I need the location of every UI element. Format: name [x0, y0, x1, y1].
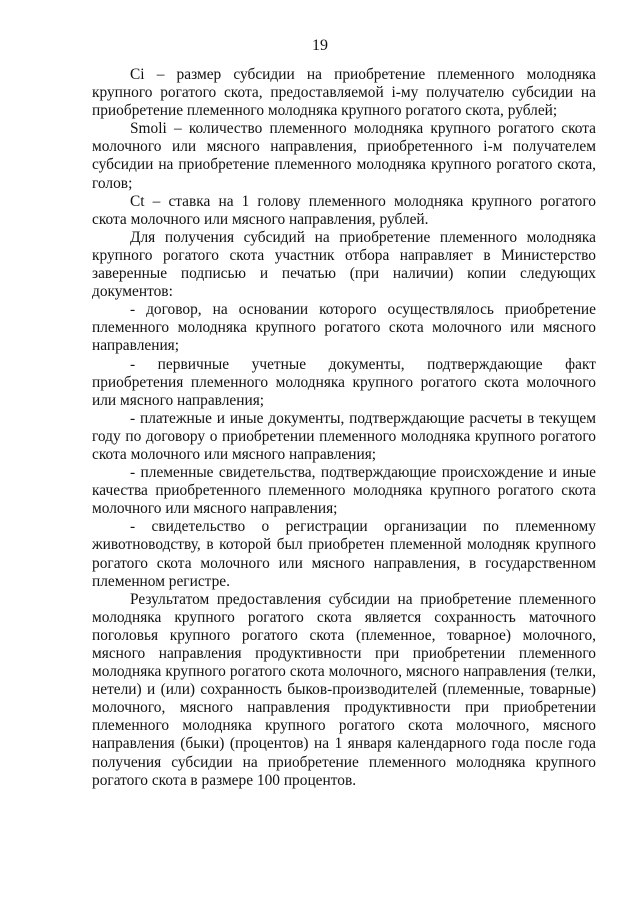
- page-number: 19: [312, 37, 328, 54]
- list-item-contract: - договор, на основании которого осуществлялось приобретение племенного молодняка крупного рогатого скота молочного или мясного направления;: [92, 301, 596, 355]
- document-body: [92, 66, 596, 790]
- paragraph-ct-definition: Ct – ставка на 1 голову племенного молодняка крупного рогатого скота молочного или мясного направления, рублей.: [92, 192, 596, 228]
- list-item-breeding-certificates: - племенные свидетельства, подтверждающие происхождение и иные качества приобретенного племенного молодняка крупного рогатого скота молочного или мясного направления;: [92, 464, 596, 518]
- list-item-payment-documents: - платежные и иные документы, подтверждающие расчеты в текущем году по договору о приобретении племенного молодняка крупного рогатого скота молочного или мясного направления;: [92, 409, 596, 463]
- list-item-primary-documents: - первичные учетные документы, подтверждающие факт приобретения племенного молодняка крупного рогатого скота молочного или мясного направления;: [92, 355, 596, 409]
- paragraph-ci-definition: Ci – размер субсидии на приобретение племенного молодняка крупного рогатого скота, предоставляемой i-му получателю субсидии на приобретение племенного молодняка крупного рогатого скота, рублей;: [92, 66, 596, 120]
- paragraph-smol-definition: Smolі – количество племенного молодняка крупного рогатого скота молочного или мясного направления, приобретенного i-м получателем субсидии на приобретение племенного молодняка крупного рогатого скота, голов;: [92, 120, 596, 192]
- list-item-registration-certificate: - свидетельство о регистрации организации по племенному животноводству, в которой был приобретен племенной молодняк крупного рогатого скота молочного или мясного направления, в государственном племенном регистре.: [92, 518, 596, 590]
- paragraph-documents-intro: Для получения субсидий на приобретение племенного молодняка крупного рогатого скота участник отбора направляет в Министерство заверенные подписью и печатью (при наличии) копии следующих документов:: [92, 228, 596, 301]
- paragraph-subsidy-result: Результатом предоставления субсидии на приобретение племенного молодняка крупного рогатого скота является сохранность маточного поголовья крупного рогатого скота (племенное, товарное) молочного, мясного направления продуктивности при приобретении племенного молодняка крупного рогатого скота молочного, мясного направления (телки, нетели) и (или) сохранность быков-производителей (племенные, товарные) молочного, мясного направления продуктивности при приобретении племенного молодняка крупного рогатого скота молочного, мясного направления (быки) (процентов) на 1 января календарного года после года получения субсидии на приобретение племенного молодняка крупного рогатого скота в размере 100 процентов.: [92, 590, 596, 789]
